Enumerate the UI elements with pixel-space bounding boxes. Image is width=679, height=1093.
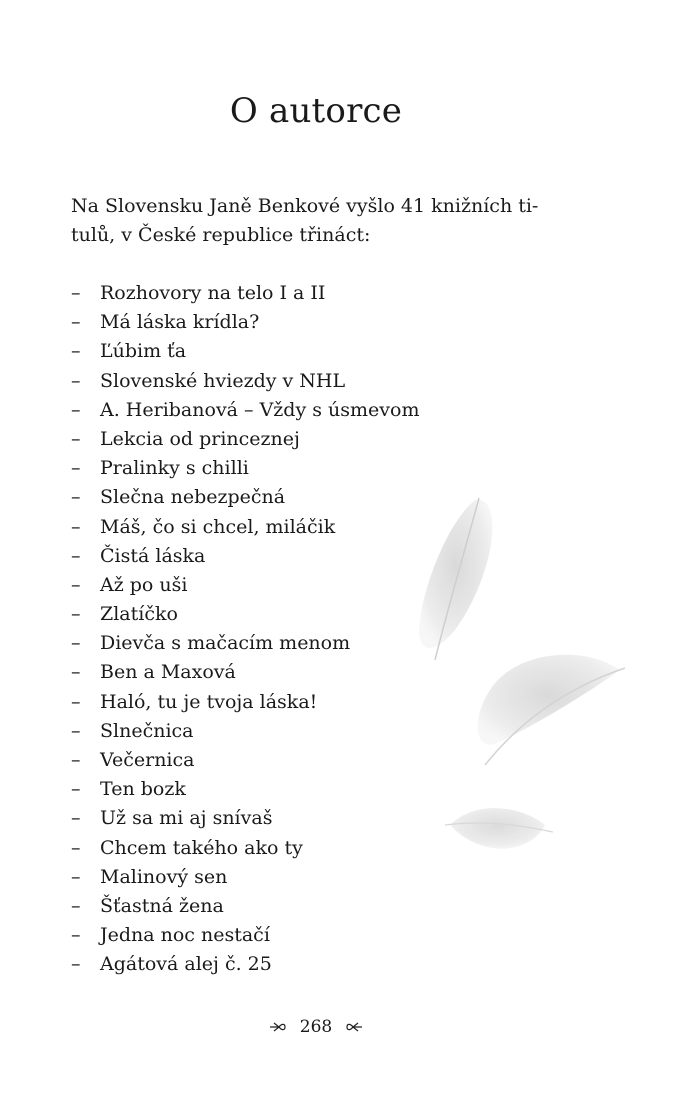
book-title: Chcem takého ako ty	[100, 836, 303, 859]
book-title: A. Heribanová – Vždy s úsmevom	[100, 398, 420, 421]
book-title: Zlatíčko	[100, 603, 178, 626]
book-title: Lekcia od princeznej	[100, 427, 300, 450]
list-dash: –	[71, 836, 81, 859]
list-dash: –	[71, 924, 81, 947]
intro-line: Na Slovensku Janě Benkové vyšlo 41 knižních ti-	[71, 195, 539, 217]
book-title: Šťastná žena	[100, 894, 224, 917]
list-dash: –	[71, 632, 81, 655]
list-dash: –	[71, 282, 81, 304]
book-title: Agátová alej č. 25	[100, 953, 272, 976]
list-dash: –	[71, 749, 81, 771]
list-dash: –	[71, 807, 81, 830]
book-title: Čistá láska	[100, 544, 206, 567]
list-dash: –	[71, 573, 81, 596]
book-title: Slečna nebezpečná	[100, 486, 286, 509]
list-dash: –	[71, 515, 81, 538]
list-dash: –	[71, 661, 81, 684]
list-dash: –	[71, 953, 81, 976]
list-dash: –	[71, 311, 81, 334]
list-dash: –	[71, 690, 81, 713]
book-title: Má láska krídla?	[100, 311, 260, 334]
book-title: Ben a Maxová	[100, 661, 236, 684]
book-title: Večernica	[100, 749, 195, 771]
feather-icon	[445, 808, 553, 849]
feather-icon	[419, 498, 492, 660]
book-title: Slnečnica	[100, 719, 194, 742]
book-title: Ľúbim ťa	[100, 340, 187, 363]
book-title: Dievča s mačacím menom	[100, 632, 351, 655]
list-dash: –	[71, 865, 81, 888]
list-dash: –	[71, 544, 81, 567]
list-dash: –	[71, 719, 81, 742]
list-dash: –	[71, 486, 81, 509]
page-title: O autorce	[229, 90, 403, 131]
page-footer	[0, 1016, 632, 1037]
list-dash: –	[71, 457, 81, 480]
book-title: Rozhovory na telo I a II	[100, 282, 326, 304]
book-title: Až po uši	[100, 573, 188, 596]
list-dash: –	[71, 369, 81, 392]
fleuron-ornament-icon	[270, 1021, 286, 1033]
list-dash: –	[71, 398, 81, 421]
intro-paragraph	[71, 192, 571, 250]
feathers-illustration	[395, 480, 635, 880]
book-title: Máš, čo si chcel, miláčik	[100, 515, 336, 538]
book-title: Jedna noc nestačí	[100, 924, 270, 947]
book-title: Malinový sen	[100, 865, 228, 888]
book-title: Haló, tu je tvoja láska!	[100, 690, 318, 713]
page-number: 268	[299, 1016, 333, 1037]
feather-icon	[478, 655, 625, 765]
book-title: Ten bozk	[100, 778, 186, 801]
book-title: Už sa mi aj snívaš	[100, 807, 273, 830]
list-dash: –	[71, 427, 81, 450]
list-dash: –	[71, 603, 81, 626]
list-dash: –	[71, 894, 81, 917]
list-dash: –	[71, 340, 81, 363]
intro-line: tulů, v České republice třináct:	[71, 224, 371, 246]
list-dash: –	[71, 778, 81, 801]
book-title: Slovenské hviezdy v NHL	[100, 369, 346, 392]
fleuron-ornament-icon	[346, 1021, 362, 1033]
book-title: Pralinky s chilli	[100, 457, 249, 480]
